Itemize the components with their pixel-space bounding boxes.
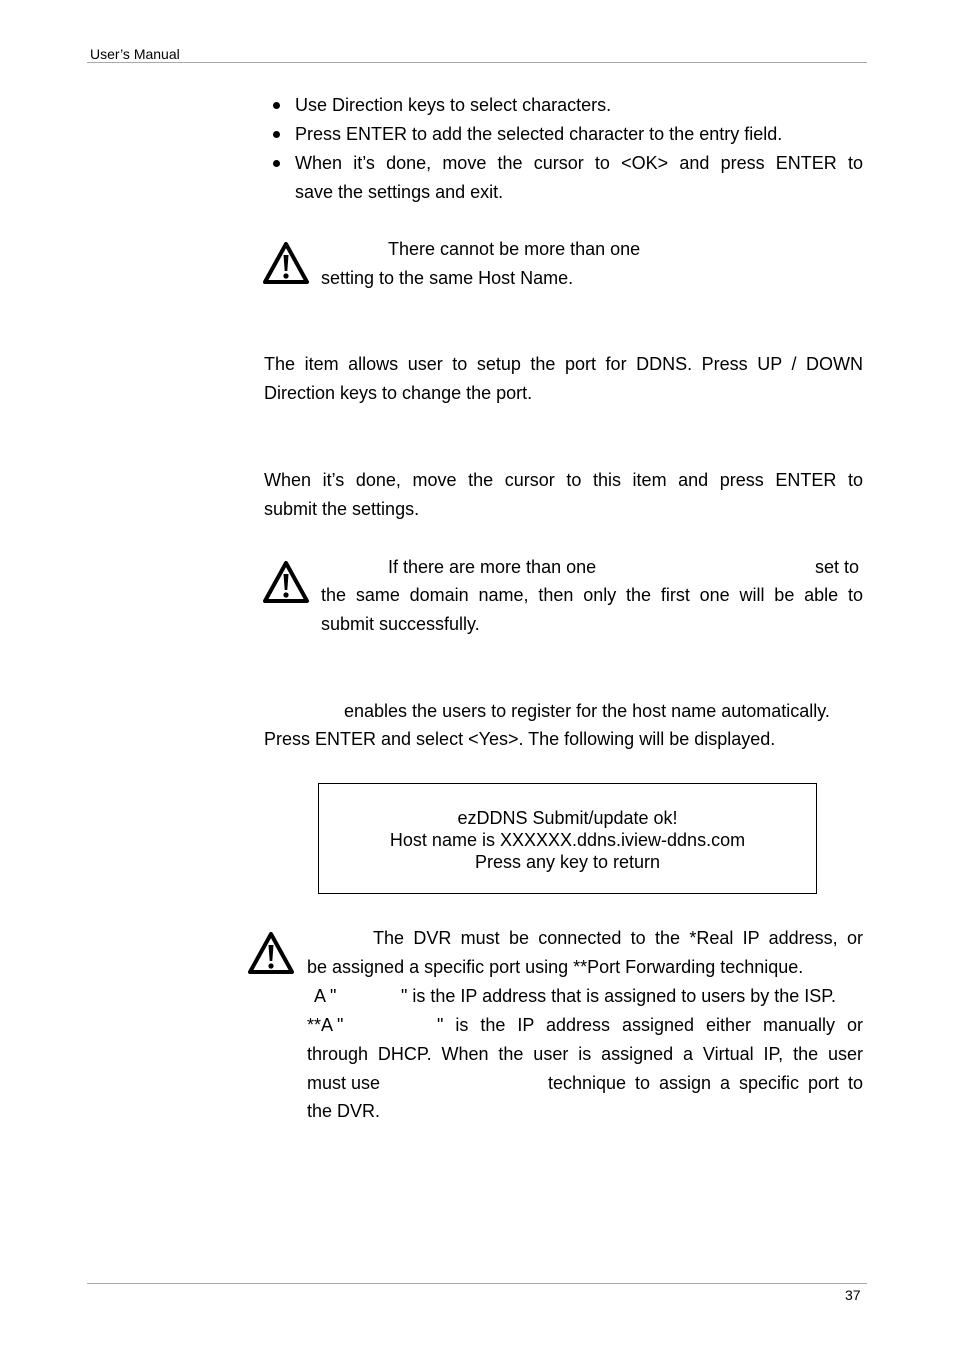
note3-line3a: A " xyxy=(314,986,337,1006)
note2-line2: the same domain name, then only the first one will be able to xyxy=(321,585,863,605)
ezddns-message-box xyxy=(318,783,817,894)
submit-paragraph-line2: submit the settings. xyxy=(264,499,420,519)
warning-icon xyxy=(262,559,310,605)
note1-line1: There cannot be more than one xyxy=(388,239,641,259)
note2-line1a: If there are more than one xyxy=(388,557,597,577)
ezddns-paragraph-line1: enables the users to register for the host name automatically. xyxy=(344,701,830,721)
message-box-line2: Host name is XXXXXX.ddns.iview-ddns.com xyxy=(389,830,746,850)
bullet-item-continued: save the settings and exit. xyxy=(295,182,504,202)
port-paragraph-line1: The item allows user to setup the port for DDNS. Press UP / DOWN xyxy=(264,354,863,374)
note3-line3b: " is the IP address that is assigned to users by the ISP. xyxy=(401,986,836,1006)
note3-line5: through DHCP. When the user is assigned a Virtual IP, the user xyxy=(307,1044,863,1064)
page-number: 37 xyxy=(845,1287,861,1303)
running-header: User’s Manual xyxy=(90,46,180,62)
bullet-dot xyxy=(273,160,280,167)
note3-line7: the DVR. xyxy=(307,1101,381,1121)
note3-line1: The DVR must be connected to the *Real IP address, or xyxy=(373,928,863,948)
footer-rule xyxy=(87,1283,867,1284)
note3-line4a: **A " xyxy=(307,1015,344,1035)
bullet-item: When it’s done, move the cursor to <OK> and press ENTER to xyxy=(295,153,863,173)
submit-paragraph-line1: When it’s done, move the cursor to this item and press ENTER to xyxy=(264,470,863,490)
message-box-line1: ezDDNS Submit/update ok! xyxy=(457,808,678,828)
bullet-item: Press ENTER to add the selected character to the entry field. xyxy=(295,124,783,144)
note3-line2: be assigned a specific port using **Port Forwarding technique. xyxy=(307,957,804,977)
note3-line6b: technique to assign a specific port to xyxy=(548,1073,863,1093)
note1-line2: setting to the same Host Name. xyxy=(321,268,574,288)
note3-line6a: must use xyxy=(307,1073,381,1093)
port-paragraph-line2: Direction keys to change the port. xyxy=(264,383,533,403)
warning-icon xyxy=(262,240,310,286)
note3-line4b: " is the IP address assigned either manually or xyxy=(437,1015,863,1035)
header-rule xyxy=(87,62,867,63)
message-box-line3: Press any key to return xyxy=(474,852,661,872)
ezddns-paragraph-line2: Press ENTER and select <Yes>. The following will be displayed. xyxy=(264,729,776,749)
note2-line1b: set to xyxy=(815,557,860,577)
bullet-dot xyxy=(273,102,280,109)
warning-icon xyxy=(247,930,295,976)
bullet-item: Use Direction keys to select characters. xyxy=(295,95,612,115)
bullet-dot xyxy=(273,131,280,138)
note2-line3: submit successfully. xyxy=(321,614,480,634)
